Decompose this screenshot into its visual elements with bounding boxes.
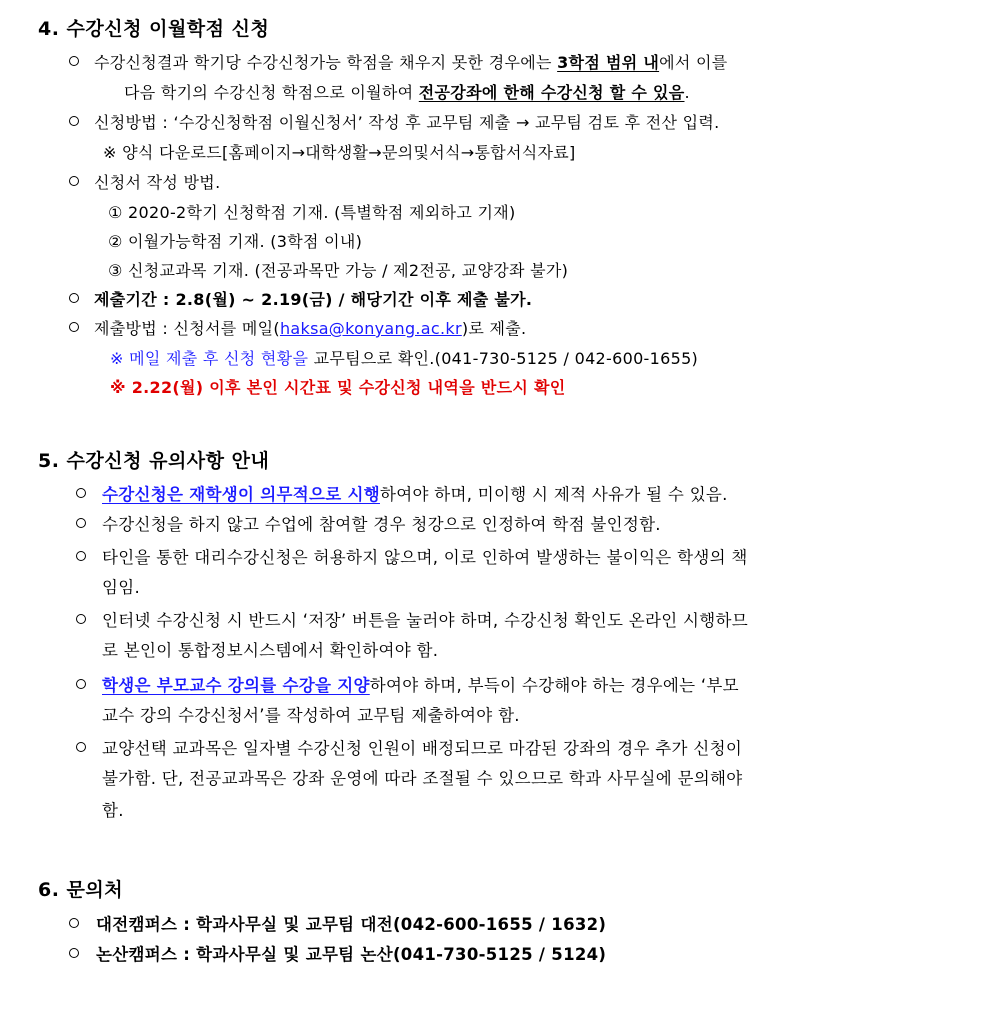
- s5-item-6-end: 함.: [102, 801, 124, 820]
- s4-p2-text: 다음 학기의 수강신청 학점으로 이월하여: [124, 83, 419, 102]
- s4-submit-tail: )로 제출.: [461, 319, 527, 338]
- s4-p1-text: 수강신청결과 학기당 수강신청가능 학점을 채우지 못한 경우에는: [94, 53, 558, 72]
- s4-p2-tail: .: [684, 83, 690, 102]
- s4-p2-emphasis: 전공강좌에 한해 수강신청 할 수 있음: [418, 83, 685, 102]
- s4-check-phone: 교무팀으로 확인.(041-730-5125 / 042-600-1655): [308, 349, 699, 368]
- s4-step-3: ③ 신청교과목 기재. (전공과목만 가능 / 제2전공, 교양강좌 불가): [108, 261, 569, 280]
- s5-item-5: [102, 672, 739, 696]
- s5-item-5-emphasis: 학생은 부모교수 강의를 수강을 지양: [102, 676, 370, 695]
- email-link[interactable]: haksa@konyang.ac.kr: [279, 319, 462, 338]
- bullet-icon: [69, 293, 79, 303]
- s4-submit-text: 제출방법 : 신청서를 메일(: [94, 319, 280, 338]
- bullet-icon: [69, 948, 79, 958]
- s4-method: 신청방법 : ‘수강신청학점 이월신청서’ 작성 후 교무팀 제출 → 교무팀 검토 후 전산 입력.: [94, 113, 720, 132]
- s4-step-2: ② 이월가능학점 기재. (3학점 이내): [108, 232, 363, 251]
- s4-deadline: 제출기간 : 2.8(월) ~ 2.19(금) / 해당기간 이후 제출 불가.: [94, 290, 533, 309]
- s5-item-1: [102, 481, 728, 505]
- s5-item-4-cont: 로 본인이 통합정보시스템에서 확인하여야 함.: [102, 641, 439, 660]
- s5-item-3-cont: 임임.: [102, 578, 141, 597]
- bullet-icon: [76, 679, 86, 689]
- s5-item-3: 타인을 통한 대리수강신청은 허용하지 않으며, 이로 인하여 발생하는 불이익은 학생의 책: [102, 548, 748, 567]
- s5-item-5-cont: 교수 강의 수강신청서’를 작성하여 교무팀 제출하여야 함.: [102, 706, 520, 725]
- contact-nonsan: 논산캠퍼스 : 학과사무실 및 교무팀 논산(041-730-5125 / 5124): [96, 945, 607, 964]
- bullet-icon: [76, 518, 86, 528]
- s5-item-4: 인터넷 수강신청 시 반드시 ‘저장’ 버튼을 눌러야 하며, 수강신청 확인도 온라인 시행하므: [102, 611, 748, 630]
- s4-how-to-fill: 신청서 작성 방법.: [94, 173, 221, 192]
- bullet-icon: [76, 488, 86, 498]
- s4-para-1: [94, 50, 728, 73]
- s4-warning: ※ 2.22(월) 이후 본인 시간표 및 수강신청 내역을 반드시 확인: [110, 378, 566, 397]
- s4-submit-method: [94, 316, 526, 339]
- section-4-heading: 4. 수강신청 이월학점 신청: [38, 18, 270, 40]
- bullet-icon: [69, 918, 79, 928]
- bullet-icon: [69, 176, 79, 186]
- contact-daejeon: 대전캠퍼스 : 학과사무실 및 교무팀 대전(042-600-1655 / 1632): [96, 915, 607, 934]
- s4-check-status: [110, 346, 698, 369]
- s4-para-2: [124, 80, 690, 103]
- s4-step-1: ① 2020-2학기 신청학점 기재. (특별학점 제외하고 기재): [108, 203, 516, 222]
- bullet-icon: [76, 742, 86, 752]
- s4-check-blue: ※ 메일 제출 후 신청 현황을: [110, 349, 309, 368]
- s4-p1-tail: 에서 이를: [659, 53, 728, 72]
- bullet-icon: [69, 116, 79, 126]
- s5-item-6-cont: 불가함. 단, 전공교과목은 강좌 운영에 따라 조절될 수 있으므로 학과 사무실에 문의해야: [102, 769, 743, 788]
- s5-item-6: 교양선택 교과목은 일자별 수강신청 인원이 배정되므로 마감된 강좌의 경우 추가 신청이: [102, 739, 743, 758]
- s4-form-download: ※ 양식 다운로드[홈페이지→대학생활→문의및서식→통합서식자료]: [103, 143, 576, 162]
- s5-item-1-text: 하여야 하며, 미이행 시 제적 사유가 될 수 있음.: [379, 485, 728, 504]
- section-5-heading: 5. 수강신청 유의사항 안내: [38, 450, 270, 472]
- s4-p1-emphasis: 3학점 범위 내: [557, 53, 660, 72]
- bullet-icon: [69, 56, 79, 66]
- section-6-heading: 6. 문의처: [38, 879, 124, 901]
- s5-item-5-text: 하여야 하며, 부득이 수강해야 하는 경우에는 ‘부모: [369, 676, 739, 695]
- s5-item-2: 수강신청을 하지 않고 수업에 참여할 경우 청강으로 인정하여 학점 불인정함.: [102, 515, 661, 534]
- bullet-icon: [76, 614, 86, 624]
- bullet-icon: [69, 322, 79, 332]
- s5-item-1-emphasis: 수강신청은 재학생이 의무적으로 시행: [102, 485, 380, 504]
- bullet-icon: [76, 551, 86, 561]
